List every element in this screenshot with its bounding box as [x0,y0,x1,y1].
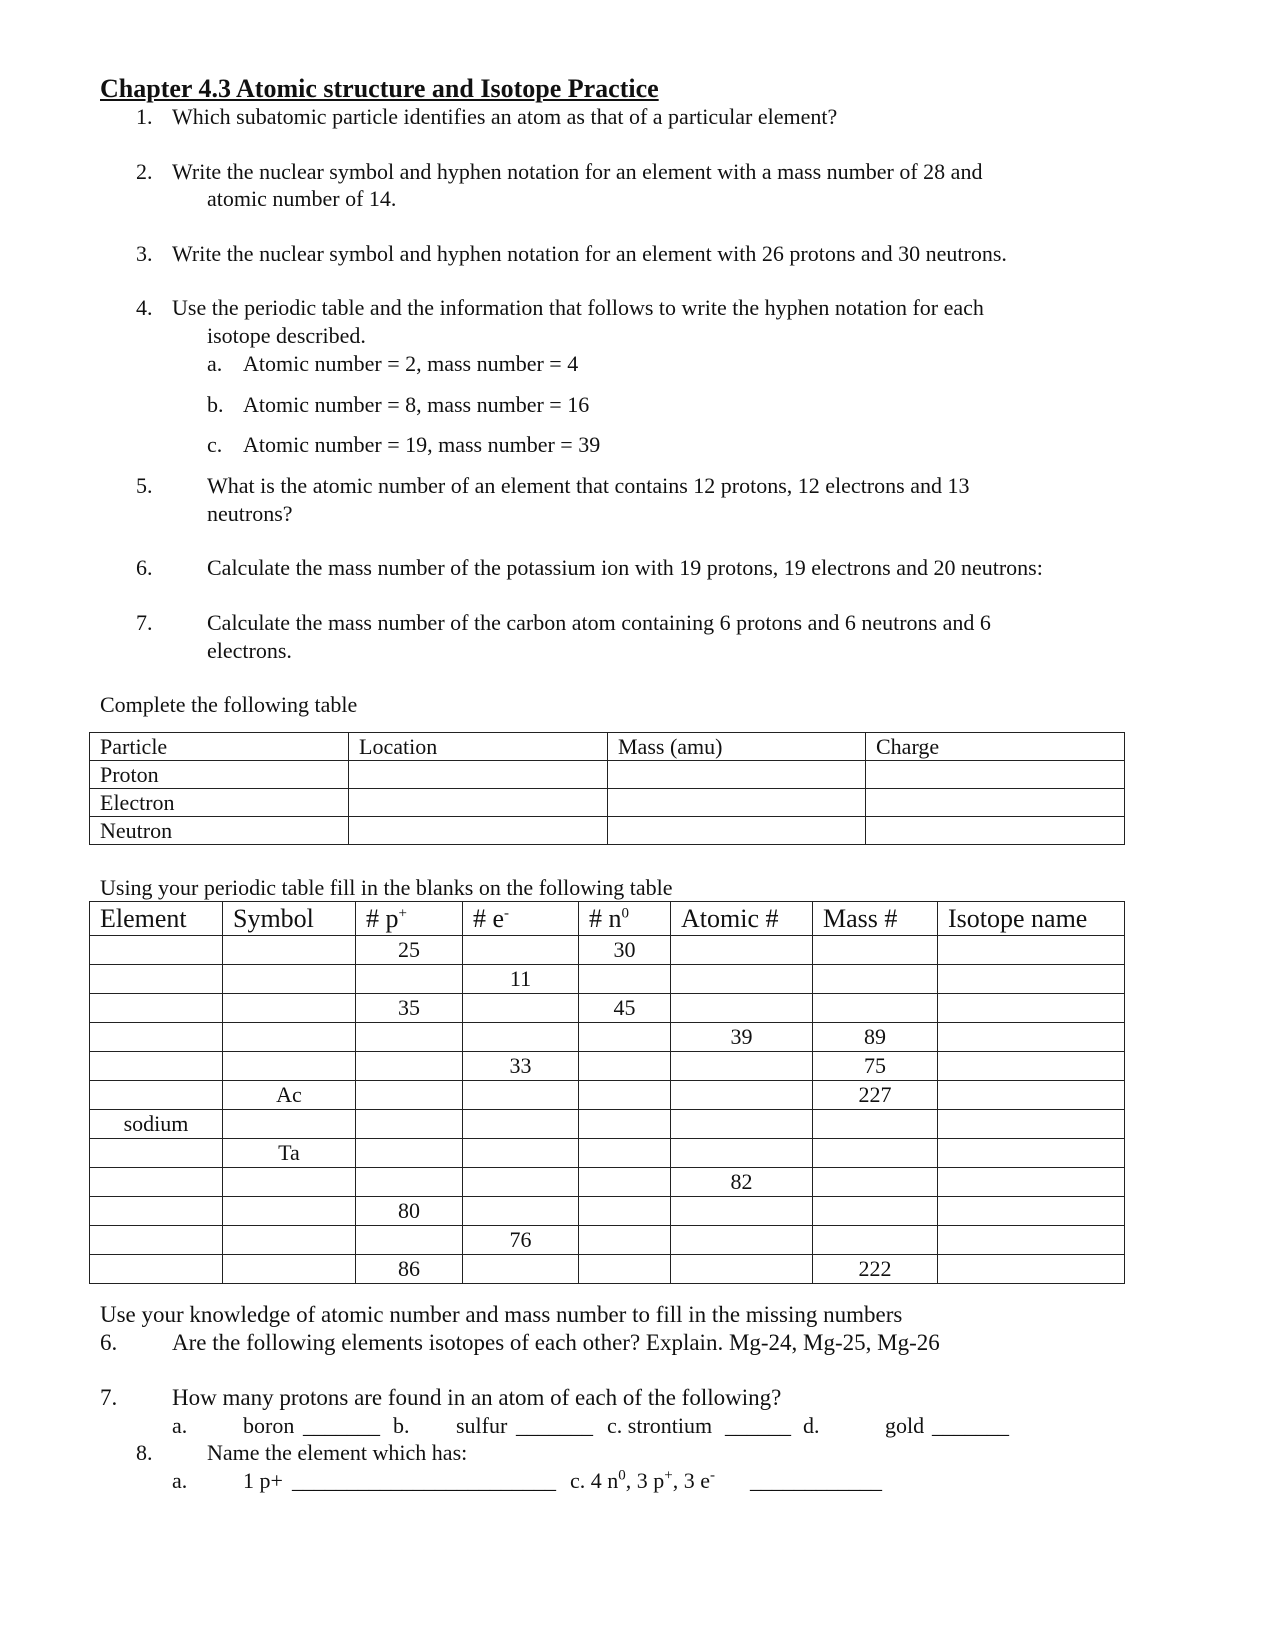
table-cell: 89 [813,1023,938,1052]
answer-cell[interactable] [90,1139,223,1168]
answer-cell[interactable] [938,1052,1125,1081]
table-cell: Ta [223,1139,356,1168]
table-row [90,1023,1125,1052]
answer-cell[interactable] [866,817,1125,845]
part2-question-6-text: Are the following elements isotopes of each other? Explain. Mg-24, Mg-25, Mg-26 [172,1330,940,1355]
question-4-number: 4. [136,295,153,320]
table-row [90,1226,1125,1255]
q7a-label: boron [243,1413,295,1438]
q8a-letter: a. [172,1468,188,1493]
answer-cell[interactable] [223,1197,356,1226]
answer-cell[interactable] [223,1052,356,1081]
answer-cell[interactable] [90,1052,223,1081]
q7a-letter: a. [172,1413,188,1438]
answer-cell[interactable] [356,1052,463,1081]
answer-cell[interactable] [356,1081,463,1110]
table-cell: 25 [356,936,463,965]
answer-cell[interactable] [463,1023,579,1052]
q7d-label: gold [885,1413,925,1438]
answer-cell[interactable] [938,1197,1125,1226]
header-cell: Symbol [223,902,356,936]
question-6-text: Calculate the mass number of the potassium ion with 19 protons, 19 electrons and 20 neutrons: [207,555,1043,580]
answer-cell[interactable] [813,936,938,965]
answer-cell[interactable] [223,1110,356,1139]
answer-cell[interactable] [223,936,356,965]
question-4a-letter: a. [207,351,223,376]
part2-question-7-number: 7. [100,1385,118,1410]
answer-cell[interactable] [349,761,608,789]
header-cell: # p+ [356,902,463,936]
answer-cell[interactable] [356,1023,463,1052]
table-row [90,994,1125,1023]
q8c-answer-blank[interactable]: ____________ [750,1468,882,1493]
answer-cell[interactable] [356,1226,463,1255]
table-row [90,1052,1125,1081]
answer-cell[interactable] [938,994,1125,1023]
answer-cell[interactable] [463,994,579,1023]
header-cell: # $n^0$ [579,902,671,936]
answer-cell[interactable] [223,1168,356,1197]
table-cell: 33 [463,1052,579,1081]
question-1-text: Which subatomic particle identifies an atom as that of a particular element? [172,104,838,129]
question-1-number: 1. [136,104,153,129]
answer-cell[interactable] [671,1052,813,1081]
answer-cell[interactable] [463,936,579,965]
element-table-header-row [90,902,1125,936]
table-row [90,1110,1125,1139]
answer-cell[interactable] [579,1023,671,1052]
question-4b-text: Atomic number = 8, mass number = 16 [243,392,590,417]
answer-cell[interactable] [90,1226,223,1255]
q7d-letter: d. [803,1413,820,1438]
answer-cell[interactable] [938,1023,1125,1052]
table1-caption: Complete the following table [100,692,358,717]
question-2-text-line2: atomic number of 14. [207,186,397,211]
question-7-text-line2: electrons. [207,638,292,663]
question-4a-text: Atomic number = 2, mass number = 4 [243,351,579,376]
answer-cell[interactable] [608,789,866,817]
answer-cell[interactable] [938,1139,1125,1168]
table-cell: 76 [463,1226,579,1255]
answer-cell[interactable] [223,1226,356,1255]
q7c-label: c. strontium [607,1413,713,1438]
question-4-text-line1: Use the periodic table and the information that follows to write the hyphen notation for each [172,295,984,320]
table-cell: 80 [356,1197,463,1226]
answer-cell[interactable] [813,1197,938,1226]
header-cell: Location [349,733,608,761]
table-cell: 30 [579,936,671,965]
answer-cell[interactable] [356,965,463,994]
q7b-letter: b. [393,1413,410,1438]
answer-cell[interactable] [579,1255,671,1284]
table-row [90,936,1125,965]
particle-table-header-row [90,733,1125,761]
answer-cell[interactable] [223,994,356,1023]
table-row [90,761,1125,789]
table-cell: Proton [90,761,349,789]
answer-cell[interactable] [938,965,1125,994]
answer-cell[interactable] [463,1255,579,1284]
answer-cell[interactable] [579,1197,671,1226]
answer-cell[interactable] [608,817,866,845]
question-2-number: 2. [136,159,153,184]
question-2-text-line1: Write the nuclear symbol and hyphen notation for an element with a mass number of 28 and [172,159,983,184]
element-table [89,901,1125,1284]
question-5-text-line1: What is the atomic number of an element that contains 12 protons, 12 electrons and 13 [207,473,970,498]
answer-cell[interactable] [866,789,1125,817]
answer-cell[interactable] [90,1168,223,1197]
table-cell: 39 [671,1023,813,1052]
answer-cell[interactable] [90,1255,223,1284]
header-cell: Particle [90,733,349,761]
answer-cell[interactable] [579,1052,671,1081]
answer-cell[interactable] [579,1226,671,1255]
q7b-answer-blank[interactable]: _______ [516,1413,593,1438]
table-cell: Ac [223,1081,356,1110]
question-5-number: 5. [136,473,153,498]
answer-cell[interactable] [579,1081,671,1110]
answer-cell[interactable] [90,1197,223,1226]
answer-cell[interactable] [938,936,1125,965]
table-row [90,1255,1125,1284]
header-cell: Atomic # [671,902,813,936]
answer-cell[interactable] [223,1255,356,1284]
answer-cell[interactable] [938,1255,1125,1284]
answer-cell[interactable] [463,1081,579,1110]
answer-cell[interactable] [579,1139,671,1168]
table-cell: Electron [90,789,349,817]
answer-cell[interactable] [463,1110,579,1139]
question-4c-text: Atomic number = 19, mass number = 39 [243,432,601,457]
answer-cell[interactable] [579,965,671,994]
answer-cell[interactable] [356,1139,463,1168]
header-cell: Mass # [813,902,938,936]
answer-cell[interactable] [671,1226,813,1255]
q8a-label: 1 p+ [243,1468,283,1493]
answer-cell[interactable] [813,1139,938,1168]
table-cell: 222 [813,1255,938,1284]
table-row [90,1139,1125,1168]
question-3-text: Write the nuclear symbol and hyphen notation for an element with 26 protons and 30 neutrons. [172,241,1007,266]
answer-cell[interactable] [671,1110,813,1139]
table-row [90,1081,1125,1110]
header-cell: Mass (amu) [608,733,866,761]
question-7-number: 7. [136,610,153,635]
table-row [90,789,1125,817]
particle-table [89,732,1125,845]
answer-cell[interactable] [463,1168,579,1197]
q7a-answer-blank[interactable]: _______ [303,1413,380,1438]
table-cell: 45 [579,994,671,1023]
q7b-label: sulfur [456,1413,508,1438]
answer-cell[interactable] [813,994,938,1023]
answer-cell[interactable] [90,1081,223,1110]
answer-cell[interactable] [866,761,1125,789]
answer-cell[interactable] [671,1255,813,1284]
question-4b-letter: b. [207,392,224,417]
answer-cell[interactable] [356,1168,463,1197]
part2-question-8-number: 8. [136,1440,153,1465]
table-cell: Neutron [90,817,349,845]
question-5-text-line2: neutrons? [207,501,293,526]
question-4c-letter: c. [207,432,223,457]
table-row [90,817,1125,845]
question-4-text-line2: isotope described. [207,323,366,348]
answer-cell[interactable] [90,1023,223,1052]
table-cell: 227 [813,1081,938,1110]
header-cell: Isotope name [938,902,1125,936]
answer-cell[interactable] [90,965,223,994]
answer-cell[interactable] [463,1197,579,1226]
answer-cell[interactable] [938,1226,1125,1255]
table-cell: 11 [463,965,579,994]
table2-caption: Using your periodic table fill in the blanks on the following table [100,875,673,900]
answer-cell[interactable] [671,936,813,965]
header-cell: Charge [866,733,1125,761]
table-cell: sodium [90,1110,223,1139]
part2-question-6-number: 6. [100,1330,118,1355]
q8a-answer-blank[interactable]: ________________________ [292,1468,556,1493]
answer-cell[interactable] [223,1023,356,1052]
table-row [90,965,1125,994]
answer-cell[interactable] [938,1081,1125,1110]
answer-cell[interactable] [671,994,813,1023]
answer-cell[interactable] [463,1139,579,1168]
header-cell: Element [90,902,223,936]
answer-cell[interactable] [349,817,608,845]
answer-cell[interactable] [813,1110,938,1139]
answer-cell[interactable] [938,1110,1125,1139]
table-cell: 75 [813,1052,938,1081]
table-row [90,1197,1125,1226]
answer-cell[interactable] [90,936,223,965]
answer-cell[interactable] [579,1110,671,1139]
answer-cell[interactable] [938,1168,1125,1197]
table-cell: 35 [356,994,463,1023]
answer-cell[interactable] [813,965,938,994]
question-7-text-line1: Calculate the mass number of the carbon atom containing 6 protons and 6 neutrons and 6 [207,610,991,635]
header-cell: # e- [463,902,579,936]
answer-cell[interactable] [813,1226,938,1255]
answer-cell[interactable] [356,1110,463,1139]
q8c-label: c. 4 $n^0$, 3 p+, 3 e- [570,1467,715,1493]
part2-intro: Use your knowledge of atomic number and mass number to fill in the missing numbers [100,1302,903,1327]
answer-cell[interactable] [579,1168,671,1197]
q7c-answer-blank[interactable]: ______ [725,1413,791,1438]
answer-cell[interactable] [671,1081,813,1110]
answer-cell[interactable] [671,1139,813,1168]
answer-cell[interactable] [671,965,813,994]
part2-question-7-text: How many protons are found in an atom of each of the following? [172,1385,782,1410]
answer-cell[interactable] [349,789,608,817]
answer-cell[interactable] [813,1168,938,1197]
answer-cell[interactable] [223,965,356,994]
answer-cell[interactable] [608,761,866,789]
q7d-answer-blank[interactable]: _______ [932,1413,1009,1438]
table-cell: 86 [356,1255,463,1284]
answer-cell[interactable] [90,994,223,1023]
table-row [90,1168,1125,1197]
answer-cell[interactable] [671,1197,813,1226]
table-cell: 82 [671,1168,813,1197]
part2-question-8-text: Name the element which has: [207,1440,468,1465]
page-title: Chapter 4.3 Atomic structure and Isotope Practice [100,74,659,103]
question-3-number: 3. [136,241,153,266]
question-6-number: 6. [136,555,153,580]
